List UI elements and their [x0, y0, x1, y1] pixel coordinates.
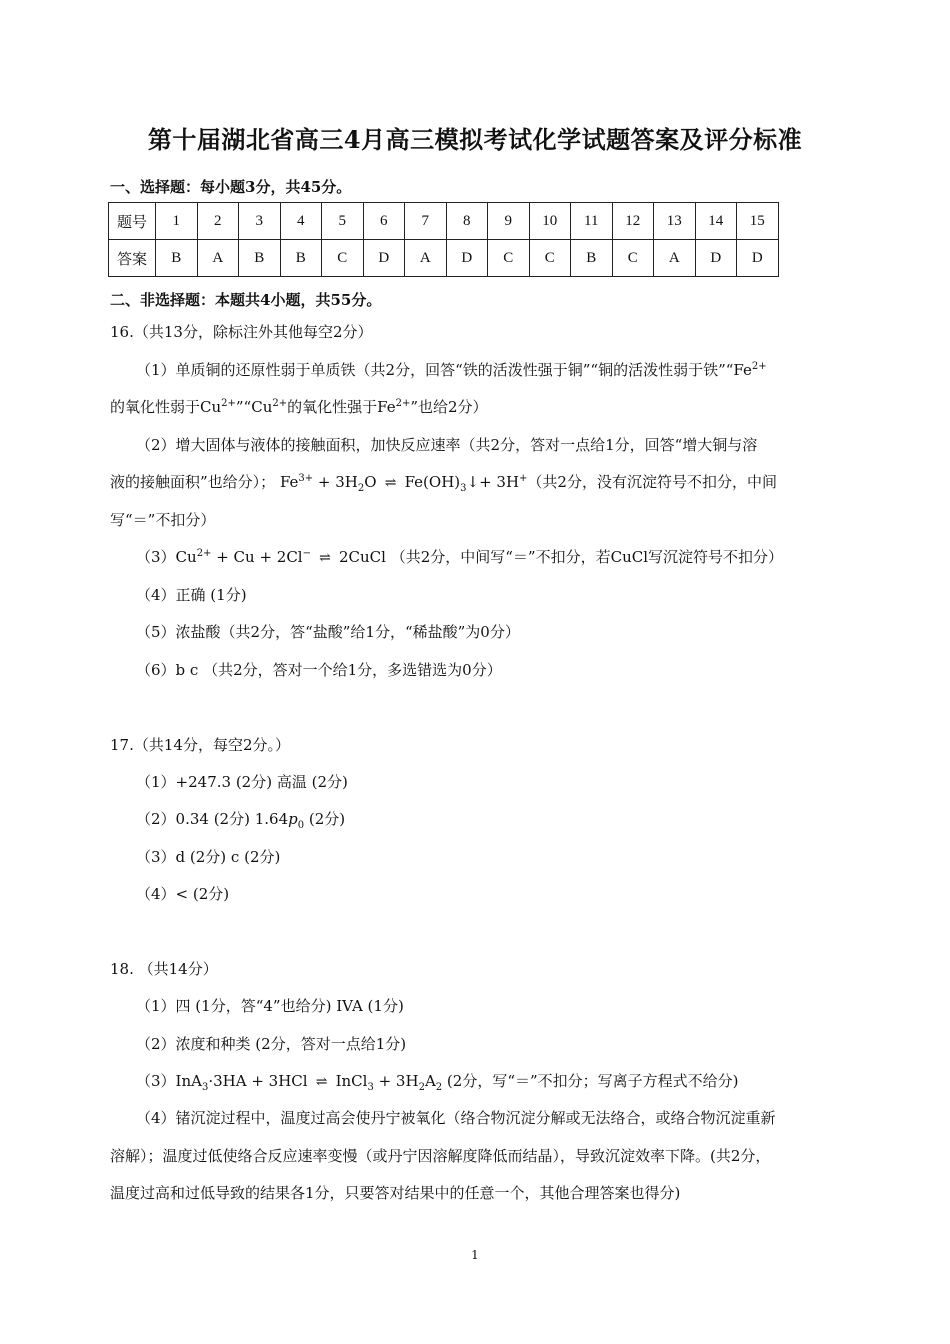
table-row-label: 题号: [109, 203, 156, 240]
q16-part4: （4）正确 (1分): [136, 586, 247, 604]
equilibrium-arrow-icon: ⇌: [315, 1074, 328, 1090]
page-number: 1: [471, 1248, 479, 1262]
table-cell: 11: [571, 203, 613, 240]
table-cell: 13: [654, 203, 696, 240]
page-title: 第十届湖北省高三4月高三模拟考试化学试题答案及评分标准: [147, 125, 803, 154]
q16-part2-line1: （2）增大固体与液体的接触面积，加快反应速率（共2分，答对一点给1分，回答“增大铜与溶: [136, 436, 758, 454]
table-row-answers: [109, 240, 779, 277]
q16-part2-line2: 液的接触面积”也给分）； $Fe^{3+} + 3H_2O$ ⇌ $Fe(OH)_3↓+ 3H^+$（共2分，没有沉淀符号不扣分，中间: [110, 473, 777, 494]
q17-part2: （2）0.34 (2分) $1.64p_0$ (2分): [136, 810, 346, 831]
table-cell: C: [488, 240, 530, 277]
q18-part4-line1: （4）锗沉淀过程中，温度过高会使丹宁被氧化（络合物沉淀分解或无法络合，或络合物沉淀重新: [136, 1109, 776, 1127]
table-cell: C: [529, 240, 571, 277]
table-cell: 3: [239, 203, 281, 240]
table-cell: 14: [695, 203, 737, 240]
table-cell: A: [405, 240, 447, 277]
table-cell: A: [197, 240, 239, 277]
q18-part4-line3: 温度过高和过低导致的结果各1分，只要答对结果中的任意一个，其他合理答案也得分): [110, 1184, 681, 1202]
table-cell: B: [156, 240, 198, 277]
q17-heading: 17.（共14分，每空2分。）: [110, 736, 290, 754]
table-cell: 10: [529, 203, 571, 240]
table-cell: C: [322, 240, 364, 277]
answer-table: [108, 202, 779, 277]
table-cell: B: [239, 240, 281, 277]
table-cell: 7: [405, 203, 447, 240]
q16-part1-line2: 的氧化性弱于$Cu^{2+}”“Cu^{2+}$的氧化性强于$Fe^{2+}$”也给2分）: [110, 398, 488, 416]
table-cell: D: [363, 240, 405, 277]
table-cell: 8: [446, 203, 488, 240]
table-row-numbers: [109, 203, 779, 240]
q16-part2-line3: 写“＝”不扣分）: [110, 511, 216, 529]
q18-part1: （1）四 (1分，答“4”也给分) IVA (1分): [136, 997, 404, 1015]
table-cell: 12: [612, 203, 654, 240]
q17-part3: （3）d (2分) c (2分): [136, 848, 281, 866]
q18-part4-line2: 溶解）；温度过低使络合反应速率变慢（或丹宁因溶解度降低而结晶），导致沉淀效率下降。(共2分，: [110, 1147, 771, 1165]
equilibrium-arrow-icon: ⇌: [384, 475, 397, 491]
q16-part1-line1: （1）单质铜的还原性弱于单质铁（共2分，回答“铁的活泼性强于铜”“铜的活泼性弱于铁$”“Fe^{2+}$: [136, 361, 767, 379]
table-cell: 1: [156, 203, 198, 240]
table-cell: 6: [363, 203, 405, 240]
q16-heading: 16.（共13分，除标注外其他每空2分）: [110, 323, 373, 341]
table-cell: B: [571, 240, 613, 277]
q17-part4: （4）< (2分): [136, 885, 230, 903]
section-heading-multiple-choice: 一、选择题：每小题3分，共45分。: [110, 178, 352, 196]
q17-part1: （1）+247.3 (2分) 高温 (2分): [136, 773, 348, 791]
table-cell: 4: [280, 203, 322, 240]
table-row-label: 答案: [109, 240, 156, 277]
table-cell: D: [737, 240, 779, 277]
table-cell: 2: [197, 203, 239, 240]
table-cell: C: [612, 240, 654, 277]
table-cell: 5: [322, 203, 364, 240]
q16-part6: （6）b c （共2分，答对一个给1分，多选错选为0分）: [136, 661, 502, 679]
q18-heading: 18. （共14分）: [110, 960, 218, 978]
table-cell: 15: [737, 203, 779, 240]
q16-part3: $(3)Cu^{2+} + Cu + 2Cl^-$ ⇌ 2CuCl （共2分，中间写“＝”不扣分，若CuCl写沉淀符号不扣分）: [136, 548, 784, 566]
q18-part2: （2）浓度和种类 (2分，答对一点给1分): [136, 1035, 407, 1053]
q18-part3: （3）InA$_3$·3HA + 3HCl ⇌ InCl$_3$ + $3H_2A_2$ (2分，写“＝”不扣分；写离子方程式不给分): [136, 1072, 739, 1093]
table-cell: D: [446, 240, 488, 277]
table-cell: D: [695, 240, 737, 277]
q16-part5: （5）浓盐酸（共2分，答“盐酸”给1分，“稀盐酸”为0分）: [136, 623, 520, 641]
table-cell: B: [280, 240, 322, 277]
table-cell: 9: [488, 203, 530, 240]
equilibrium-arrow-icon: ⇌: [319, 550, 331, 566]
section-heading-free-response: 二、非选择题：本题共4小题，共55分。: [110, 291, 382, 309]
table-cell: A: [654, 240, 696, 277]
